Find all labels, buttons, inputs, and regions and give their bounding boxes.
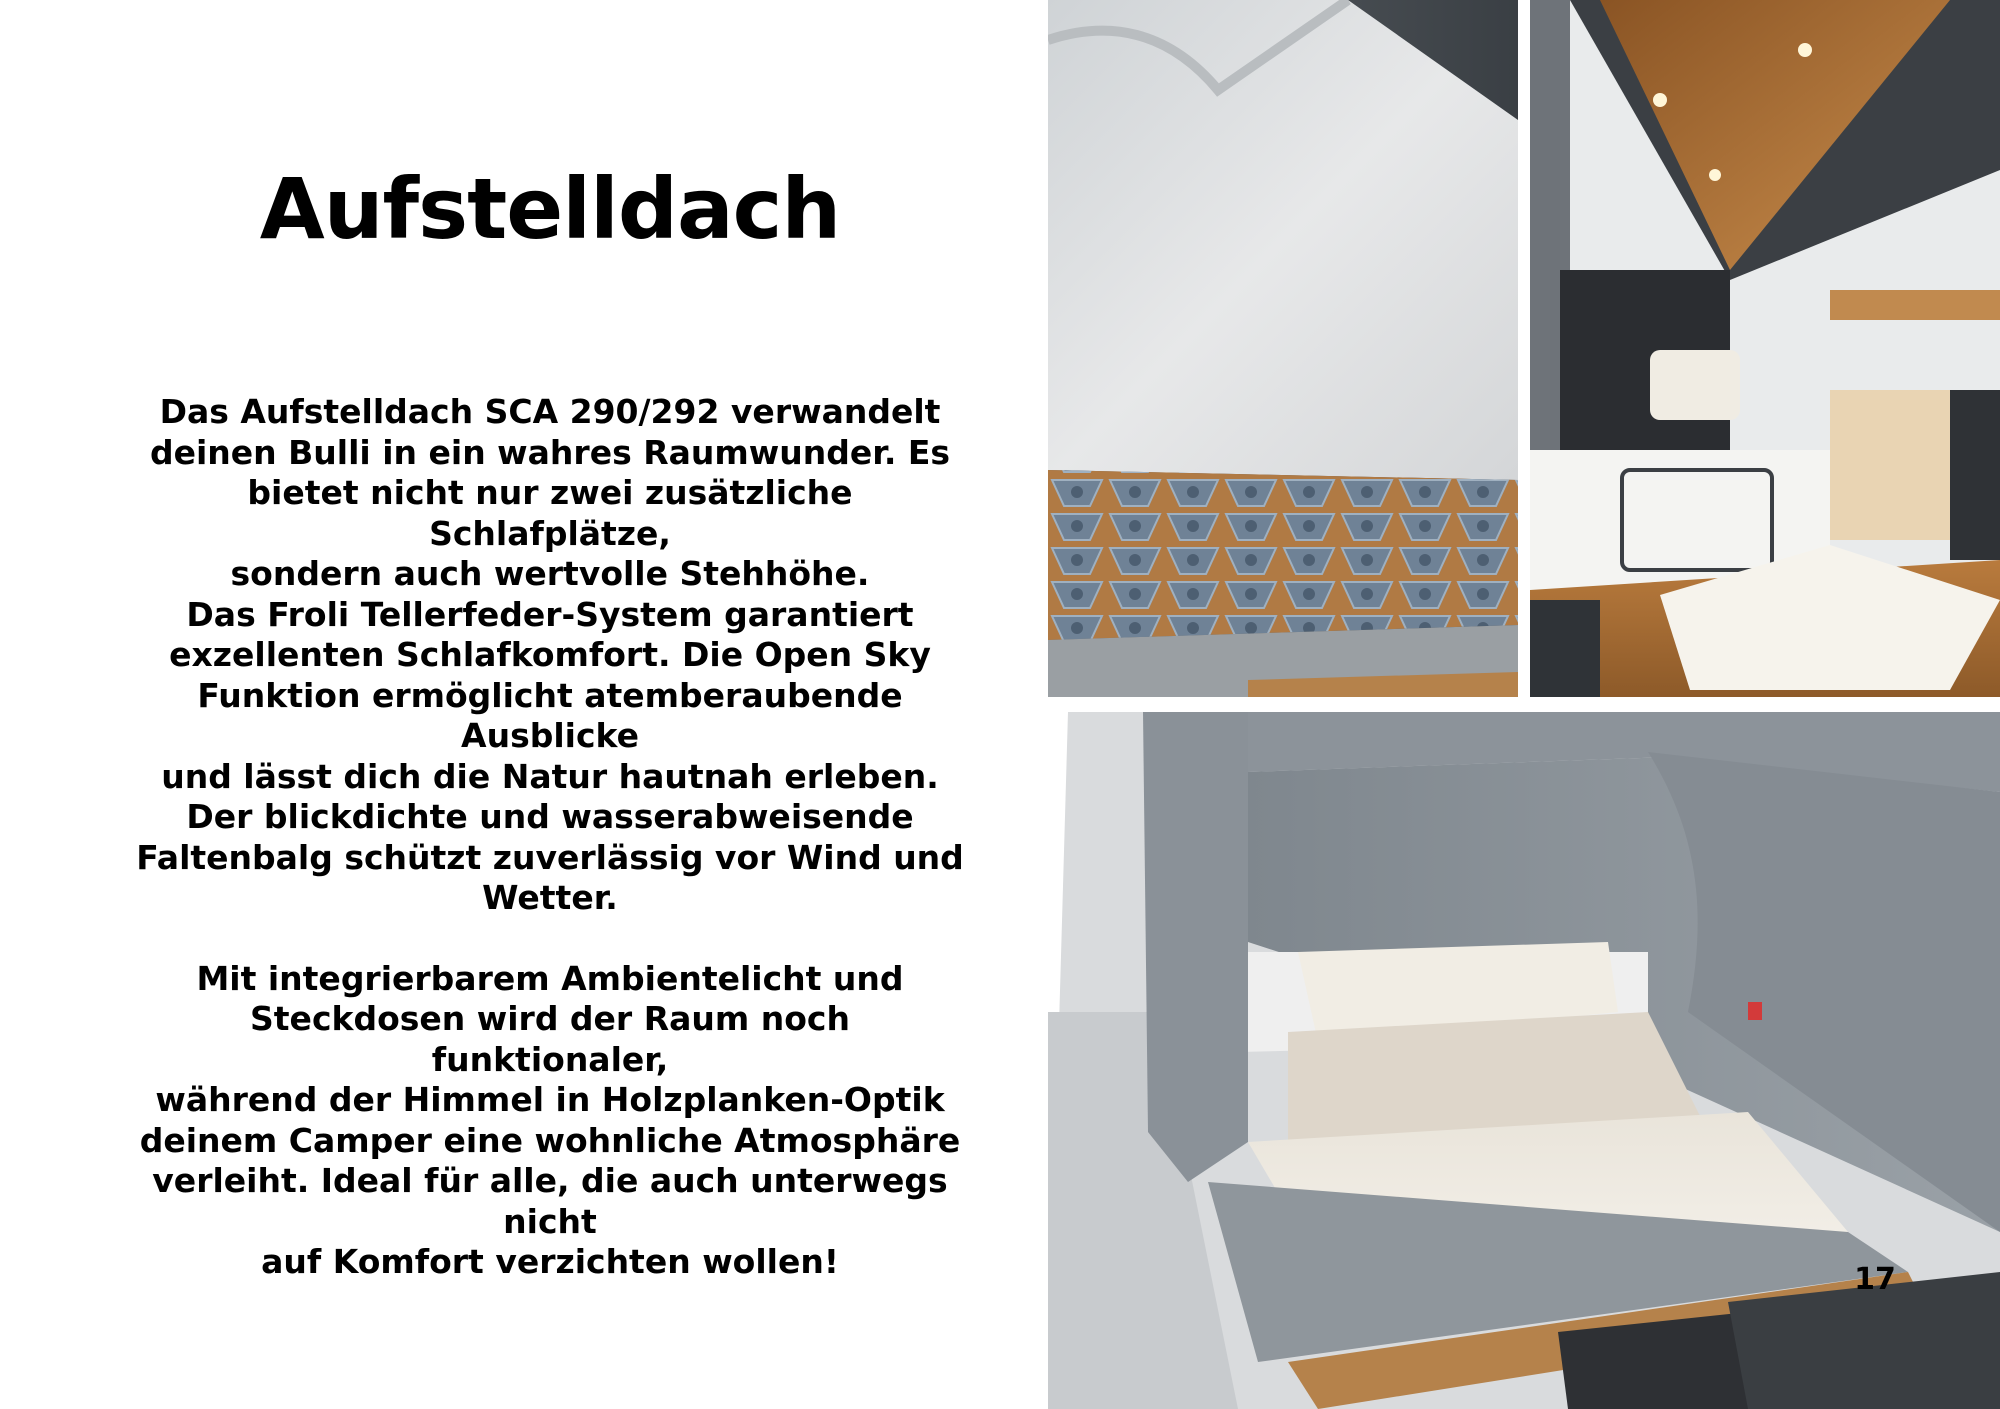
text-line: Faltenbalg schützt zuverlässig vor Wind und — [136, 837, 964, 877]
text-line: exzellenten Schlafkomfort. Die Open Sky — [169, 635, 931, 674]
text-line: Funktion ermöglicht atemberaubende Ausblicke — [197, 675, 903, 755]
photo-mattress-springs — [1048, 0, 1518, 697]
text-line: Das Froli Tellerfeder-System garantiert — [186, 594, 914, 634]
text-line: deinem Camper eine wohnliche Atmosphäre — [139, 1120, 961, 1160]
text-line: bietet nicht nur zwei zusätzliche Schlafplätze, — [247, 473, 853, 553]
paragraph-gap — [130, 919, 970, 959]
page-title: Aufstelldach — [259, 160, 841, 258]
text-line: während der Himmel in Holzplanken-Optik — [155, 1080, 945, 1119]
text-line: Mit integrierbarem Ambientelicht und — [196, 958, 904, 998]
photo-van-interior — [1530, 0, 2000, 697]
text-line: auf Komfort verzichten wollen! — [261, 1242, 839, 1281]
text-line: sondern auch wertvolle Stehhöhe. — [230, 554, 870, 593]
text-line: Der blickdichte und wasserabweisende — [186, 797, 914, 836]
text-line: deinen Bulli in ein wahres Raumwunder. Es — [149, 432, 951, 472]
text-line: und lässt dich die Natur hautnah erleben. — [161, 756, 939, 796]
photo-roof-bed — [1048, 712, 2000, 1409]
text-line: Steckdosen wird der Raum noch funktionaler, — [250, 999, 850, 1079]
text-line: Das Aufstelldach SCA 290/292 verwandelt — [159, 392, 941, 431]
text-line: Wetter. — [482, 878, 618, 917]
page-number: 17 — [1854, 1262, 1896, 1297]
description-text — [130, 392, 970, 1283]
text-line: verleiht. Ideal für alle, die auch unterwegs nicht — [152, 1161, 948, 1241]
